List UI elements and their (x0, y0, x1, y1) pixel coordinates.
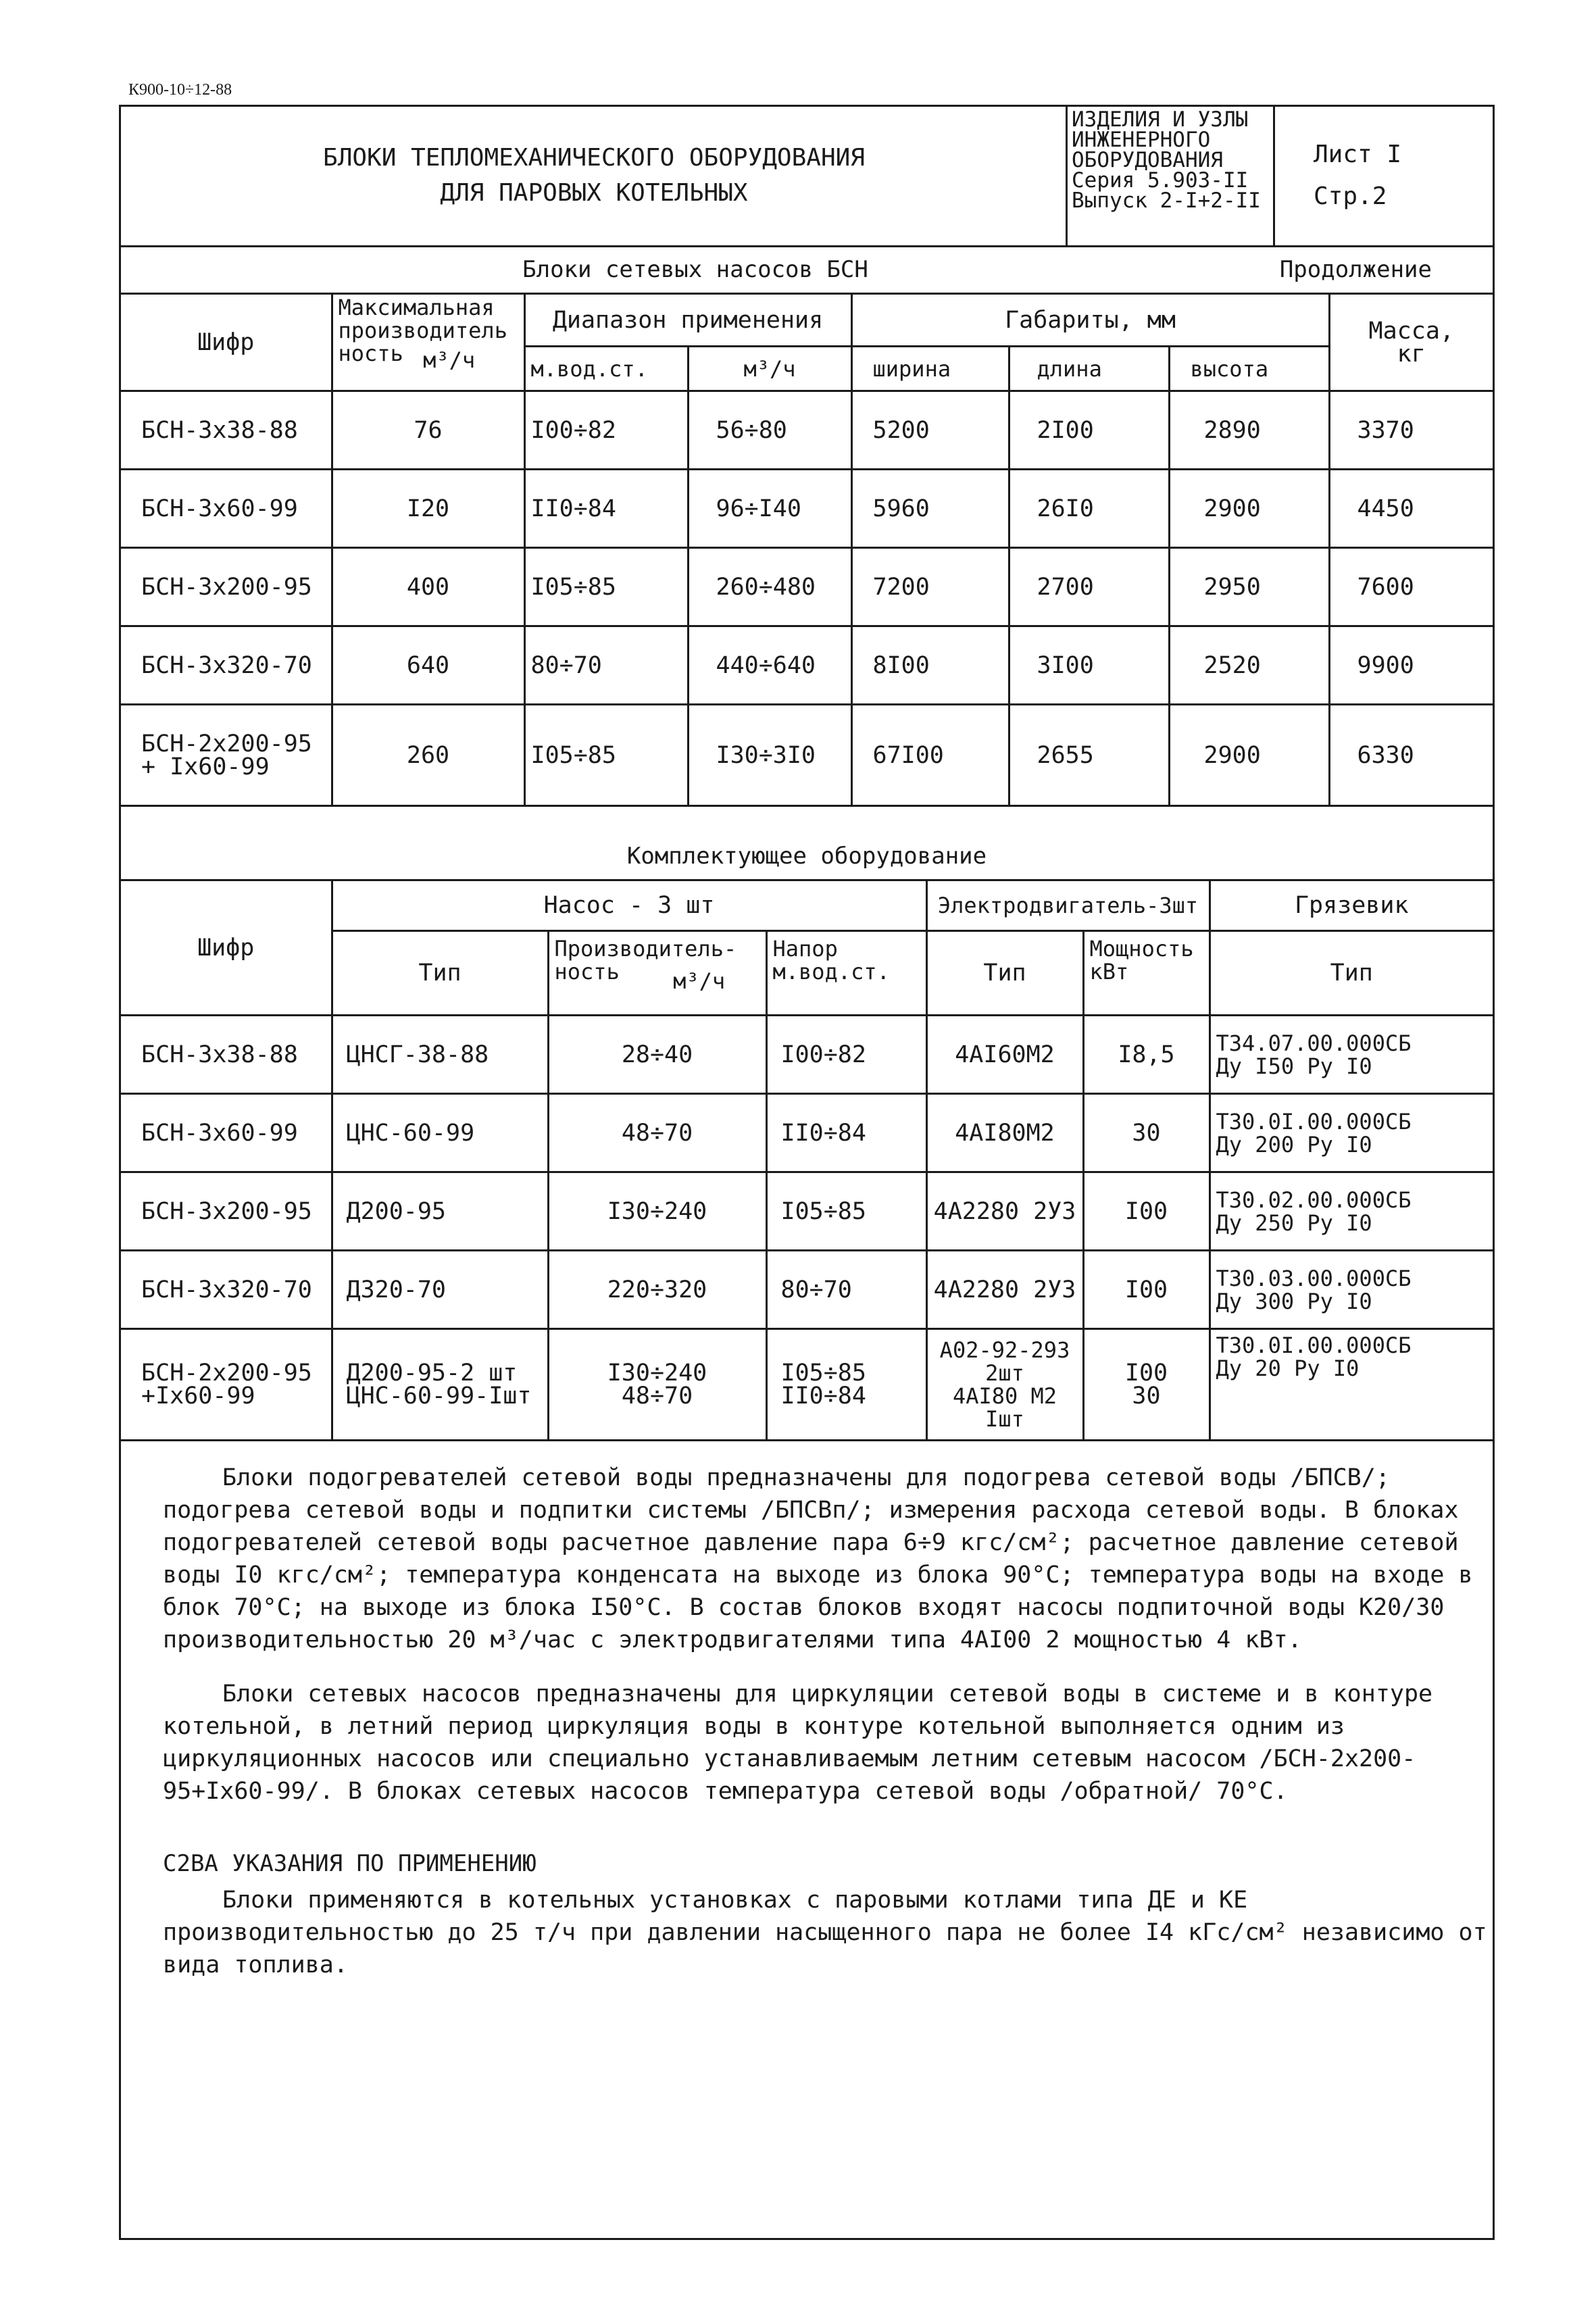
col-range-header: Диапазон применения (524, 294, 851, 347)
paragraph-application: Блоки применяются в котельных установках с паровыми котлами типа ДЕ и КЕ производительностью до 25 т/ч при давлении насыщенного пара не более I4 кГс/см² независимо от вида топлива. (163, 1887, 1487, 1978)
col-range-flow: м³/ч (688, 347, 851, 391)
table1-caption: Блоки сетевых насосов БСН (522, 256, 868, 283)
col-dims-header: Габариты, мм (851, 294, 1329, 347)
drawing-frame (119, 105, 1495, 2240)
col-filter-type: Тип (1210, 931, 1493, 1016)
series-line: Выпуск 2-I+2-II (1072, 189, 1261, 213)
page-number: Стр.2 (1314, 182, 1387, 210)
col-filter-header: Грязевик (1210, 880, 1493, 931)
col-mass-header: Масса, кг (1329, 294, 1493, 391)
table-row: БСН-2х200-95 + Iх60-99 260 I05÷85 I30÷3I0 67I00 2655 2900 6330 (121, 705, 1493, 806)
series-line: ИНЖЕНЕРНОГО (1072, 128, 1211, 152)
col-motor-power: Мощность кВт (1083, 931, 1210, 1016)
table2-caption: Комплектующее оборудование (626, 843, 987, 870)
table2-caption-row (121, 832, 1493, 881)
col-code-header: Шифр (121, 294, 332, 391)
table-row: БСН-3х320-70 Д320-70 220÷320 80÷70 4A2280 2У3 I00 Т30.03.00.000СБ Ду 300 Ру I0 (121, 1251, 1493, 1329)
continuation-label: Продолжение (1279, 256, 1432, 283)
sheet-number: Лист I (1314, 141, 1402, 168)
paragraph-heaters: Блоки подогревателей сетевой воды предназначены для подогрева сетевой воды /БПСВ/; подогрева сетевой воды и подпитки системы /БПСВп/; измерения расхода сетевой воды. В блоках подогревателей сетевой воды расчетное давление пара 6÷9 кгс/см²; расчетное давление сетевой воды I0 кгс/см²; температура конденсата на выходе из блока 90°С; температура воды на входе в блок 70°С; на выходе из блока I50°С. В состав блоков входят насосы подпиточной воды К20/30 производительностью 20 м³/час с электродвигателями типа 4AI00 2 мощностью 4 кВт. (163, 1464, 1473, 1653)
document-title: БЛОКИ ТЕПЛОМЕХАНИЧЕСКОГО ОБОРУДОВАНИЯ ДЛЯ ПАРОВЫХ КОТЕЛЬНЫХ (323, 144, 865, 207)
col-motor-type: Тип (926, 931, 1083, 1016)
series-line: Серия 5.903-II (1072, 168, 1249, 193)
series-block (1066, 107, 1275, 245)
document-code: К900-10÷12-88 (128, 81, 232, 99)
series-line: ОБОРУДОВАНИЯ (1072, 148, 1223, 172)
pump-blocks-table (121, 293, 1493, 807)
col-range-head: м.вод.ст. (524, 347, 688, 391)
sheet-block (1276, 134, 1493, 218)
col-capacity-header: Максимальная производитель ность м³/ч (332, 294, 524, 391)
equipment-table (121, 879, 1493, 1441)
table1-caption-row (121, 245, 1493, 295)
col-pump-head: Напор м.вод.ст. (766, 931, 926, 1016)
col-code-header: Шифр (121, 880, 332, 1016)
table-row: БСН-2х200-95 +Iх60-99 Д200-95-2 шт ЦНС-60-99-Iшт I30÷240 48÷70 I05÷85 II0÷84 А02-92-293 2шт 4AI80 M2 Iшт I00 30 Т30.0I.00.000СБ Ду 20 Ру I0 (121, 1329, 1493, 1441)
table-row: БСН-3х320-70 640 80÷70 440÷640 8I00 3I00 2520 9900 (121, 626, 1493, 705)
col-pump-type: Тип (332, 931, 548, 1016)
col-motor-header: Электродвигатель-3шт (926, 880, 1210, 931)
series-line: ИЗДЕЛИЯ И УЗЛЫ (1072, 107, 1249, 132)
paragraph-pumps: Блоки сетевых насосов предназначены для циркуляции сетевой воды в системе и в контуре котельной, в летний период циркуляция воды в контуре котельной выполняется одним из циркуляционных насосов или специально устанавливаемым летним сетевым насосом /БСН-2х200-95+Iх60-99/. В блоках сетевых насосов температура сетевой воды /обратной/ 70°С. (163, 1681, 1433, 1805)
table-row: БСН-3х200-95 Д200-95 I30÷240 I05÷85 4A2280 2У3 I00 Т30.02.00.000СБ Ду 250 Ру I0 (121, 1172, 1493, 1251)
col-pump-header: Насос - 3 шт (332, 880, 926, 931)
col-height: высота (1169, 347, 1329, 391)
table-row: БСН-3х60-99 I20 II0÷84 96÷I40 5960 26I0 2900 4450 (121, 470, 1493, 548)
col-width: ширина (851, 347, 1009, 391)
table-row: БСН-3х200-95 400 I05÷85 260÷480 7200 2700 2950 7600 (121, 548, 1493, 626)
title-block (121, 107, 1493, 247)
table-row: БСН-3х38-88 ЦНСГ-38-88 28÷40 I00÷82 4AI60M2 I8,5 Т34.07.00.000СБ Ду I50 Ру I0 (121, 1016, 1493, 1094)
table-row: БСН-3х38-88 76 I00÷82 56÷80 5200 2I00 2890 3370 (121, 391, 1493, 470)
col-pump-capacity: Производитель- ность м³/ч (548, 931, 766, 1016)
table-row: БСН-3х60-99 ЦНС-60-99 48÷70 II0÷84 4AI80M2 30 Т30.0I.00.000СБ Ду 200 Ру I0 (121, 1094, 1493, 1172)
col-length: длина (1009, 347, 1169, 391)
section-heading: С2ВА УКАЗАНИЯ ПО ПРИМЕНЕНИЮ (163, 1850, 537, 1877)
